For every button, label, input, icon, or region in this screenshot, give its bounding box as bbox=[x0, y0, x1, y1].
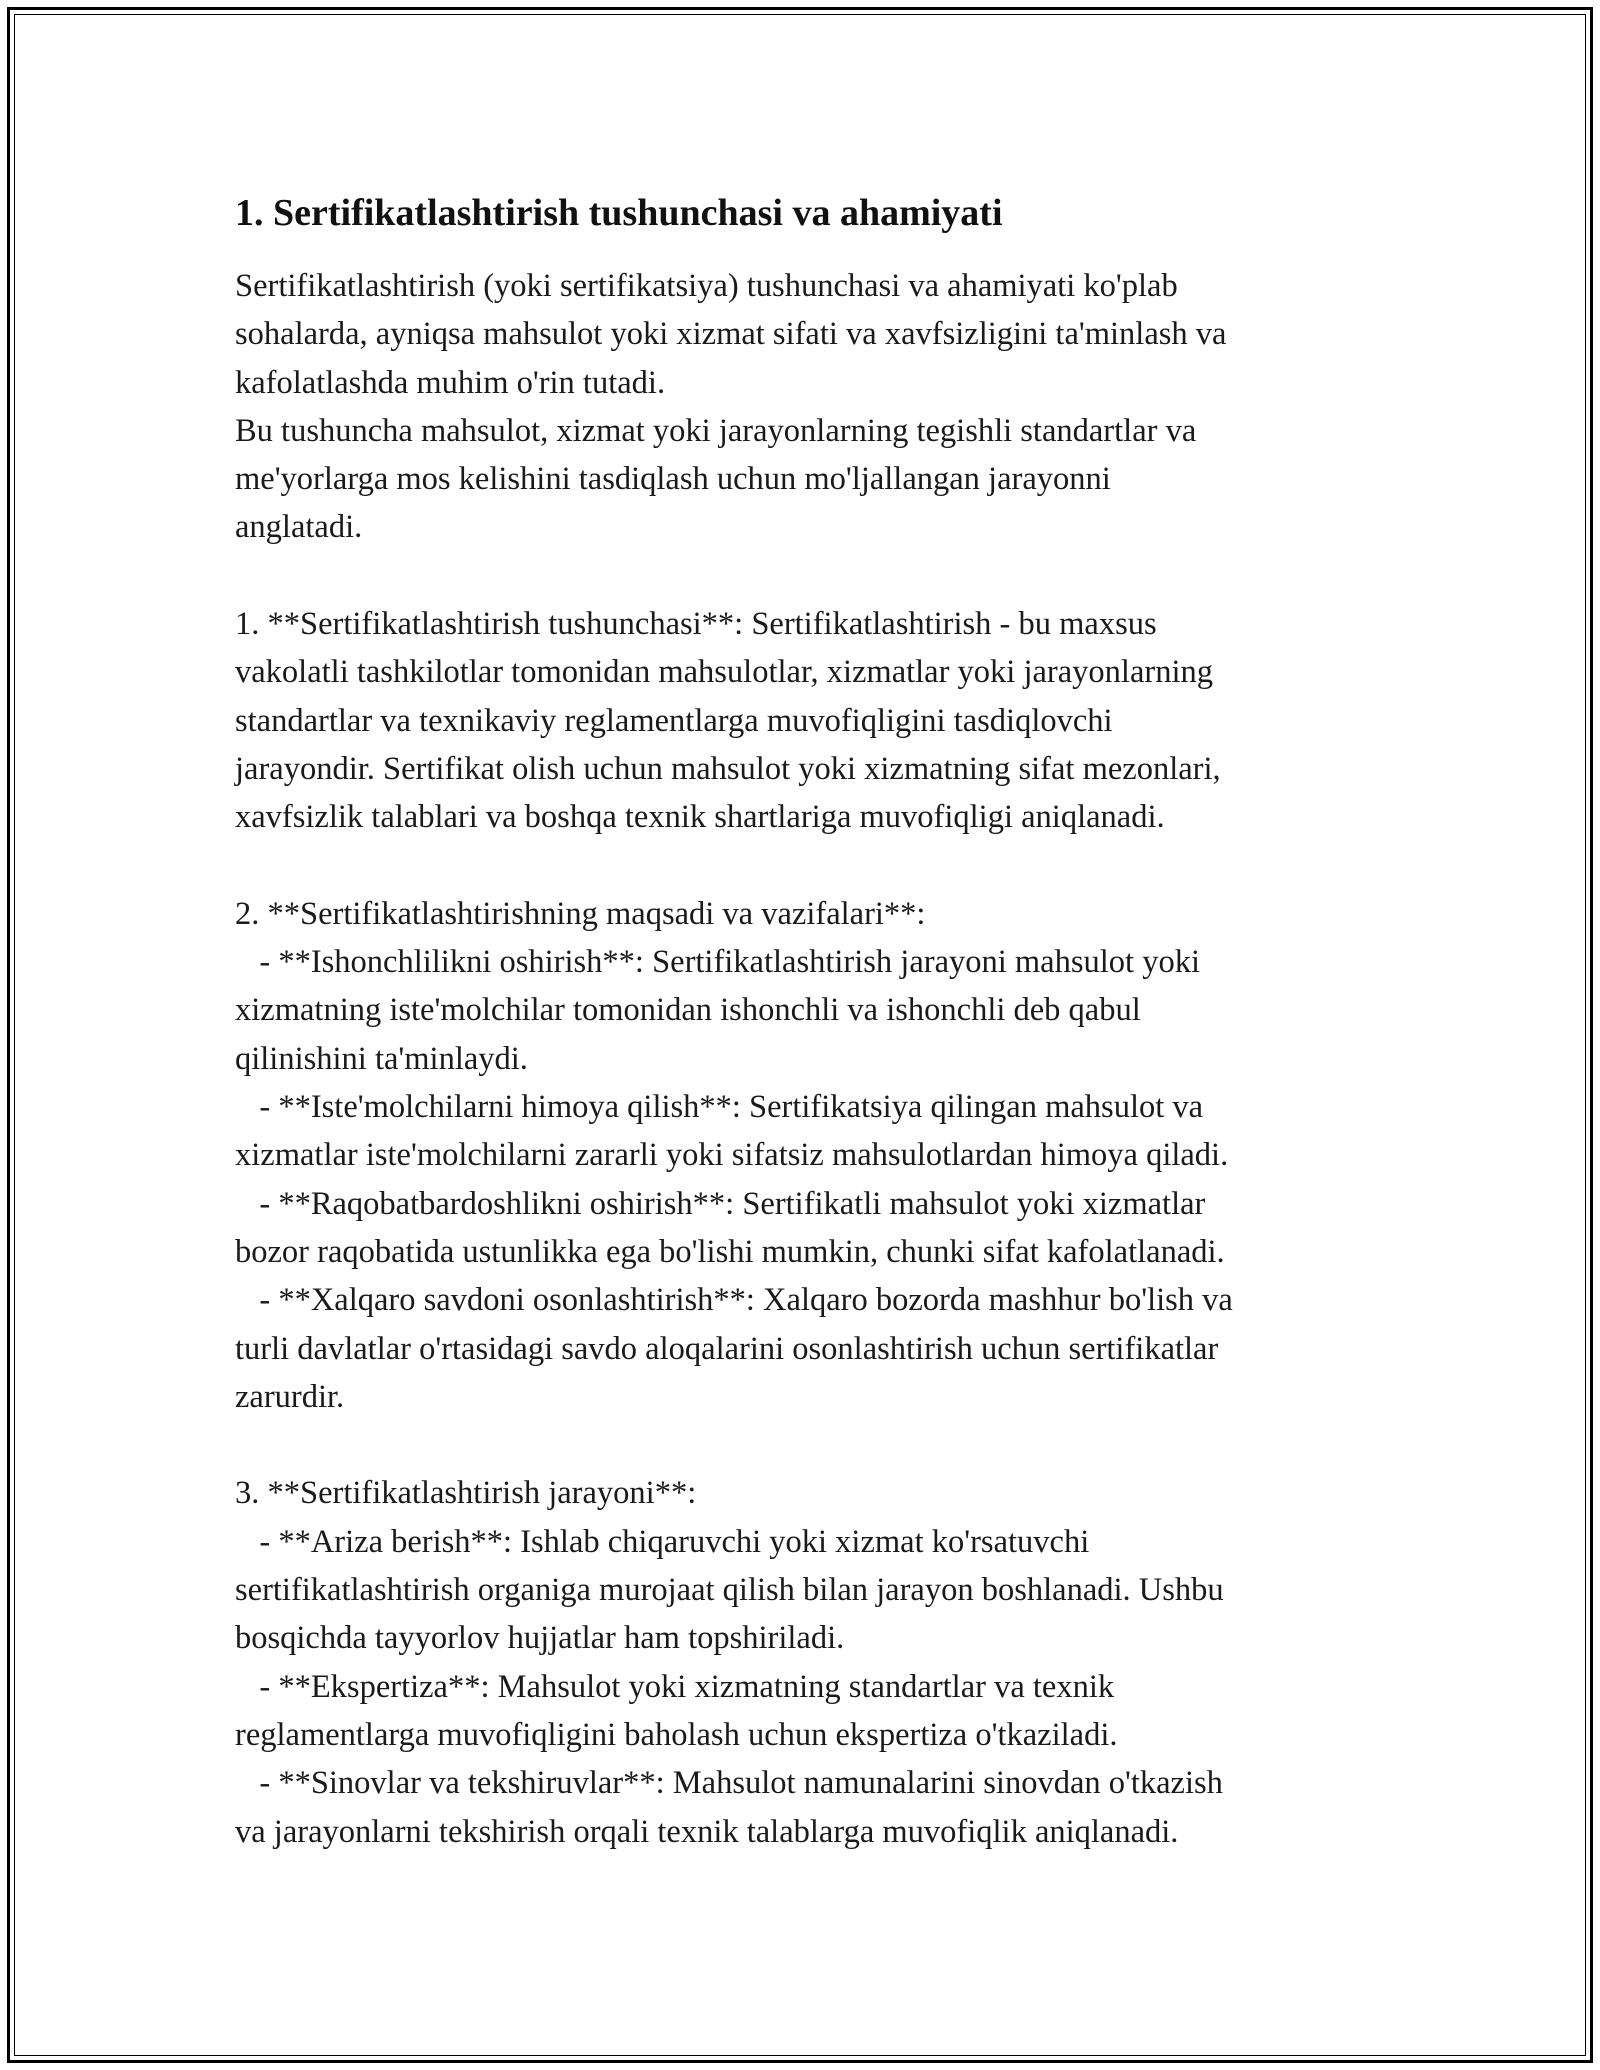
document-title: 1. Sertifikatlashtirish tushunchasi va ahamiyati bbox=[235, 192, 1003, 234]
document-body: Sertifikatlashtirish (yoki sertifikatsiya) tushunchasi va ahamiyati ko'plab sohalarda, ayniqsa mahsulot yoki xizmat sifati va xavfsizligini ta'minlash va kafolatlashda muhim o'rin tutadi. Bu tushuncha mahsulot, xizmat yoki jarayonlarning tegishli standartlar va me'yorlarga mos kelishini tasdiqlash uchun mo'ljallangan jarayonni anglatadi. 1. **Sertifikatlashtirish tushunchasi**: Sertifikatlashtirish - bu maxsus vakolatli tashkilotlar tomonidan mahsulotlar, xizmatlar yoki jarayonlarning standartlar va texnikaviy reglamentlarga muvofiqligini tasdiqlovchi jarayondir. Sertifikat olish uchun mahsulot yoki xizmatning sifat mezonlari, xavfsizlik talablari va boshqa texnik shartlariga muvofiqligi aniqlanadi. 2. **Sertifikatlashtirishning maqsadi va vazifalari**: - **Ishonchlilikni oshirish**: Sertifikatlashtirish jarayoni mahsulot yoki xizmatning iste'molchilar tomonidan ishonchli va ishonchli deb qabul qilinishini ta'minlaydi. - **Iste'molchilarni himoya qilish**: Sertifikatsiya qilingan mahsulot va xizmatlar iste'molchilarni zararli yoki sifatsiz mahsulotlardan himoya qiladi. - **Raqobatbardoshlikni oshirish**: Sertifikatli mahsulot yoki xizmatlar bozor raqobatida ustunlikka ega bo'lishi mumkin, chunki sifat kafolatlanadi. - **Xalqaro savdoni osonlashtirish**: Xalqaro bozorda mashhur bo'lish va turli davlatlar o'rtasidagi savdo aloqalarini osonlashtirish uchun sertifikatlar zarurdir. 3. **Sertifikatlashtirish jarayoni**: - **Ariza berish**: Ishlab chiqaruvchi yoki xizmat ko'rsatuvchi sertifikatlashtirish organiga murojaat qilish bilan jarayon boshlanadi. Ushbu bosqichda tayyorlov hujjatlar ham topshiriladi. - **Ekspertiza**: Mahsulot yoki xizmatning standartlar va texnik reglamentlarga muvofiqligini baholash uchun ekspertiza o'tkaziladi. - **Sinovlar va tekshiruvlar**: Mahsulot namunalarini sinovdan o'tkazish va jarayonlarni tekshirish orqali texnik talablarga muvofiqlik aniqlanadi. bbox=[235, 268, 1233, 1850]
document-content bbox=[235, 186, 1380, 1856]
